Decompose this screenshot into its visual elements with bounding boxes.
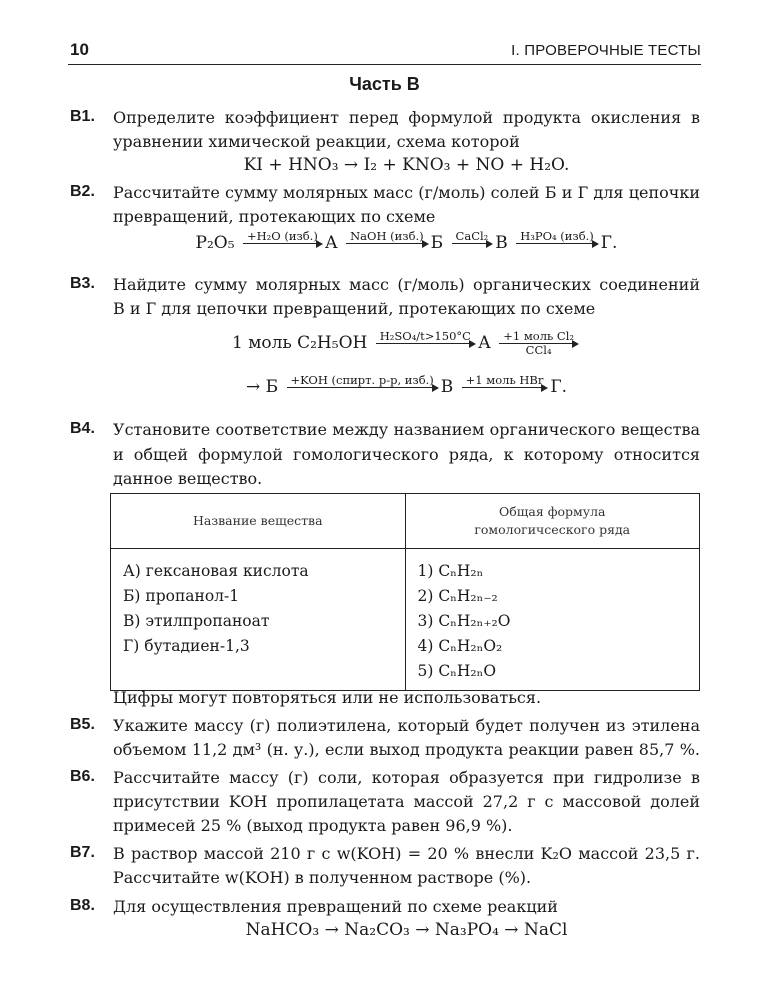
formula-item: 1) CₙH₂ₙ [417, 562, 484, 580]
page-number: 10 [70, 40, 89, 59]
task-label-b2: В2. [70, 183, 95, 200]
arrow-label: +H₂O (изб.) [246, 229, 318, 243]
task-label-b4: В4. [70, 420, 95, 437]
scheme-product: А [477, 333, 491, 353]
substances-cell [111, 549, 406, 691]
reaction-scheme [113, 230, 700, 257]
arrow-label: H₃PO₄ (изб.) [520, 229, 594, 243]
scheme-product: В [440, 377, 454, 397]
formula-item: 5) CₙH₂ₙO [417, 662, 497, 680]
reaction-scheme [113, 330, 700, 357]
task-text: Для осуществления превращений по схеме реакций [113, 897, 558, 916]
scheme-product: А [324, 233, 338, 253]
arrow-label-under: CCl₄ [525, 343, 552, 357]
task-text: данное вещество. [113, 469, 263, 488]
formula-item: 2) CₙH₂ₙ₋₂ [417, 587, 498, 605]
task-label-b5: В5. [70, 716, 95, 733]
task-text: и общей формулой гомологического ряда, к которому относится [113, 445, 700, 464]
header-divider [68, 64, 701, 65]
reaction-scheme-line2 [113, 374, 700, 401]
arrow-label: +1 моль Cl₂ [503, 329, 575, 343]
reaction-arrow [516, 230, 598, 257]
scheme-start: P₂O₅ [195, 233, 235, 253]
task-text: Определите коэффициент перед формулой продукта окисления в [113, 108, 700, 127]
task-label-b1: В1. [70, 108, 95, 125]
section-title: I. ПРОВЕРОЧНЫЕ ТЕСТЫ [511, 42, 701, 59]
task-text: Рассчитайте массу (г) соли, которая образуется при гидролизе в [113, 768, 700, 787]
task-text: Рассчитайте w(KOH) в полученном растворе (%). [113, 868, 532, 887]
arrow-label: +KOH (спирт. р-р, изб.) [290, 373, 434, 387]
task-label-b6: В6. [70, 768, 95, 785]
reaction-arrow [346, 230, 428, 257]
task-text: В и Г для цепочки превращений, протекающих по схеме [113, 299, 596, 318]
arrow-label: +1 моль HBr [465, 373, 544, 387]
task-label-b7: В7. [70, 844, 95, 861]
arrow-label: H₂SO₄/t>150°C [379, 329, 471, 343]
task-text: примесей 25 % (выход продукта равен 96,9 %). [113, 816, 513, 835]
task-text: Установите соответствие между названием органического вещества [113, 420, 700, 439]
task-text: Укажите массу (г) полиэтилена, который будет получен из этилена [113, 716, 700, 735]
scheme-product: Г. [600, 233, 618, 253]
column-header: Название вещества [111, 494, 406, 549]
arrow-label: NaOH (изб.) [350, 229, 424, 243]
task-text: присутствии KOH пропилацетата массой 27,2 г с массовой долей [113, 792, 700, 811]
substance-item: В) этилпропаноат [123, 612, 270, 630]
scheme-start: 1 моль C₂H₅OH [231, 333, 368, 353]
task-text: объемом 11,2 дм³ (н. у.), если выход продукта реакции равен 85,7 %. [113, 740, 700, 759]
substance-item: Г) бутадиен-1,3 [123, 637, 250, 655]
reaction-arrow [452, 230, 493, 257]
task-text: В раствор массой 210 г с w(KOH) = 20 % внесли K₂O массой 23,5 г. [113, 844, 700, 863]
reaction-arrow [462, 374, 548, 401]
task-text: превращений, протекающих по схеме [113, 207, 436, 226]
task-text: уравнении химической реакции, схема которой [113, 132, 520, 151]
task-label-b3: В3. [70, 275, 95, 292]
task-text: Найдите сумму молярных масс (г/моль) органических соединений [113, 275, 700, 294]
task-text: Рассчитайте сумму молярных масс (г/моль) солей Б и Г для цепочки [113, 183, 700, 202]
substance-item: Б) пропанол-1 [123, 587, 240, 605]
formulas-cell [405, 549, 700, 691]
formula-item: 3) CₙH₂ₙ₊₂O [417, 612, 511, 630]
part-title: Часть В [349, 74, 420, 94]
substance-item: А) гексановая кислота [123, 562, 309, 580]
reaction-arrow [243, 230, 322, 257]
reaction-arrow [499, 330, 578, 357]
scheme-product: В [495, 233, 508, 253]
scheme-start: → Б [245, 377, 279, 397]
matching-table [110, 493, 700, 691]
equation: NaHCO₃ → Na₂CO₃ → Na₃PO₄ → NaCl [245, 920, 568, 940]
scheme-product: Г. [550, 377, 568, 397]
equation: KI + HNO₃ → I₂ + KNO₃ + NO + H₂O. [243, 155, 570, 175]
column-header: Общая формула гомологичсеского ряда [405, 494, 700, 549]
reaction-arrow [287, 374, 438, 401]
task-label-b8: В8. [70, 897, 95, 914]
arrow-label: CaCl₂ [455, 229, 489, 243]
reaction-arrow [376, 330, 475, 357]
table-note: Цифры могут повторяться или не использоваться. [113, 688, 542, 707]
formula-item: 4) CₙH₂ₙO₂ [417, 637, 503, 655]
scheme-product: Б [430, 233, 444, 253]
